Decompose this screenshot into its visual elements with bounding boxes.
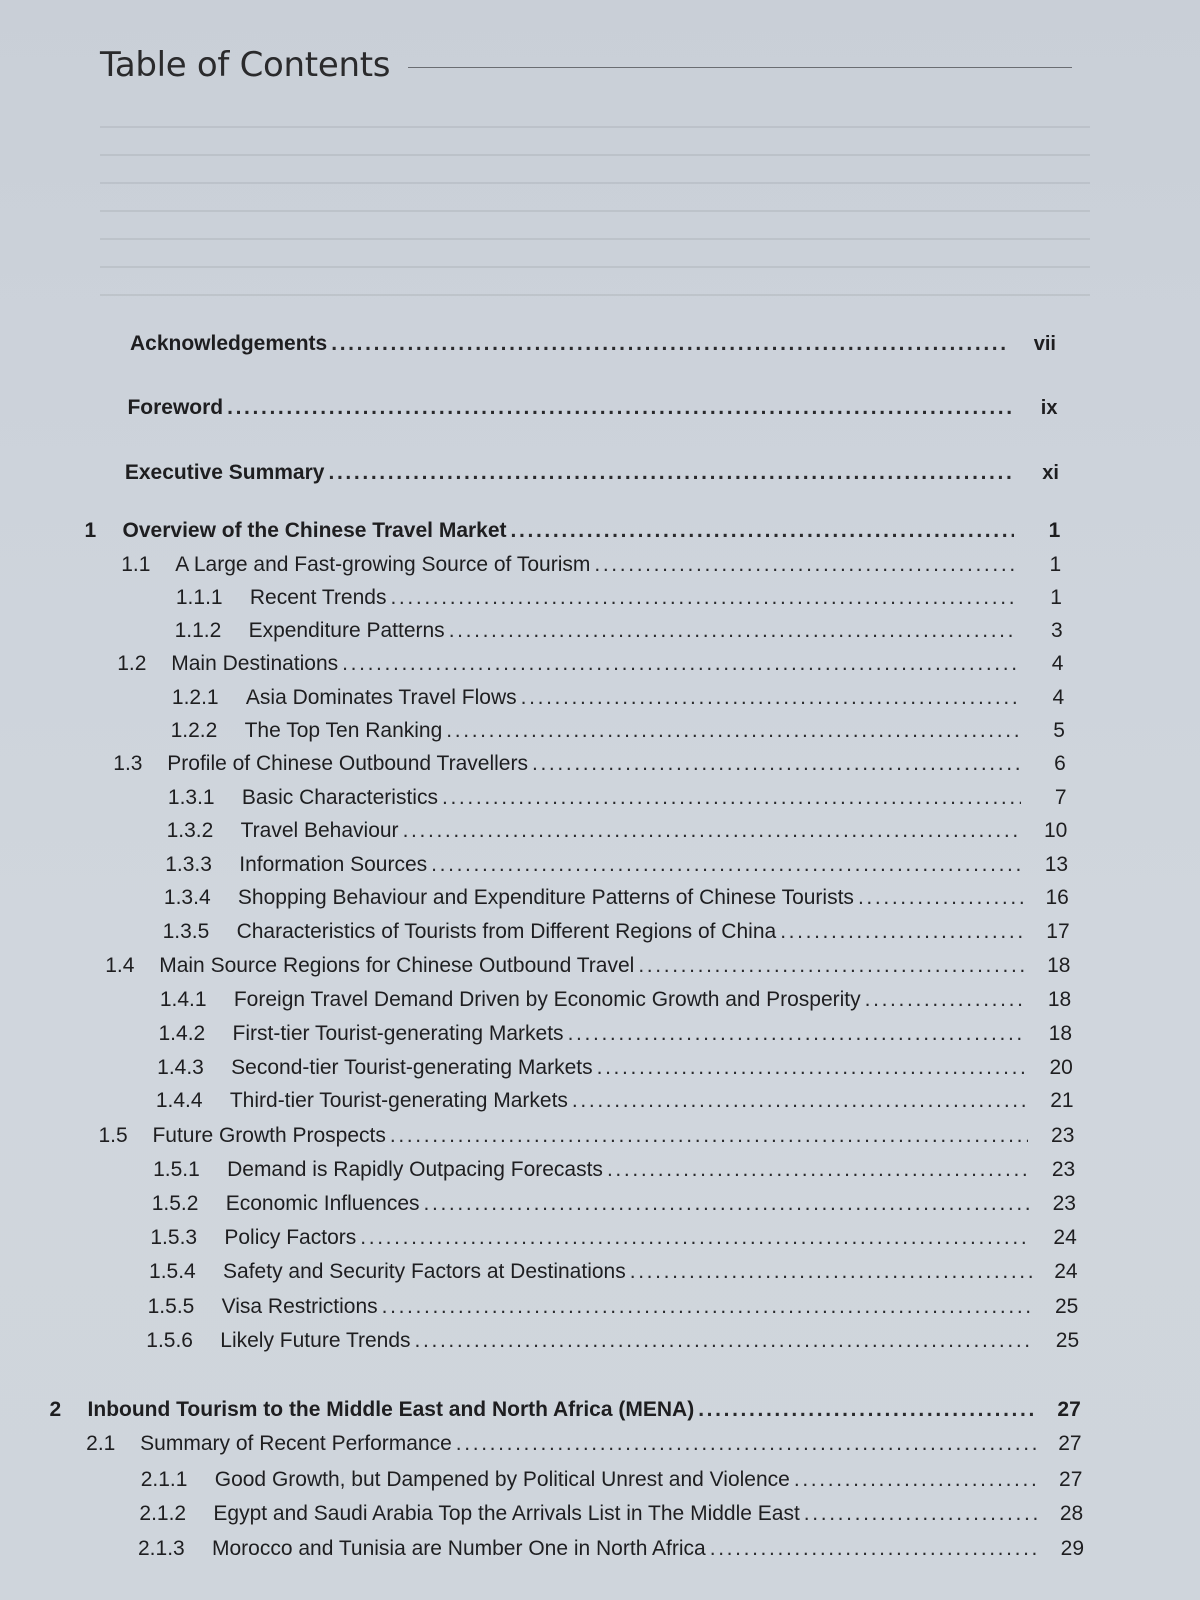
dot-leader [424,1190,1030,1218]
toc-entry[interactable] [153,1156,1075,1184]
toc-entry-label: Main Destinations [171,652,339,675]
toc-entry-number: 1.5.6 [146,1329,193,1352]
toc-entry[interactable] [156,1087,1074,1115]
toc-entry-number: 1.5.1 [153,1158,200,1181]
toc-entry-page: 4 [1052,686,1065,709]
toc-entry-number: 1 [84,519,97,542]
toc-entry[interactable] [148,1293,1079,1321]
toc-entry-label: Basic Characteristics [241,786,438,809]
toc-entry-number: 1.3.3 [165,853,212,876]
toc-entry-page: 1 [1049,553,1062,576]
toc-entry-label: Future Growth Prospects [152,1124,386,1147]
toc-entry-label: Travel Behaviour [240,819,399,842]
toc-entry-page: 17 [1046,920,1070,943]
toc-entry[interactable] [150,1224,1076,1252]
toc-entry-page: 18 [1047,988,1072,1011]
dot-leader [698,1396,1035,1424]
toc-entry-number: 2 [49,1398,62,1421]
toc-entry-label: Main Source Regions for Chinese Outbound Travel [159,954,635,977]
dot-leader [638,952,1024,980]
dot-leader [780,918,1023,946]
toc-entry-page: 1 [1048,519,1061,542]
dot-leader [858,884,1023,912]
toc-entry-label: Shopping Behaviour and Expenditure Patterns of Chinese Tourists [237,886,854,909]
toc-entry-label: Inbound Tourism to the Middle East and North Africa (MENA) [87,1398,695,1421]
dot-leader [710,1535,1038,1563]
toc-entry-label: Second-tier Tourist-generating Markets [231,1056,593,1079]
dot-leader [804,1500,1037,1528]
dot-leader [456,1430,1036,1458]
toc-entry-label: Expenditure Patterns [248,619,445,642]
dot-leader [342,650,1017,678]
dot-leader [449,617,1017,645]
toc-entry-page: 23 [1051,1158,1076,1181]
toc-entry-page: 5 [1053,719,1065,742]
toc-entry-label: First-tier Tourist-generating Markets [232,1022,564,1045]
toc-entry[interactable] [86,1430,1081,1458]
dot-leader [328,459,1013,487]
dot-leader [360,1224,1031,1252]
toc-entry[interactable] [146,1327,1079,1355]
toc-entry[interactable] [159,1020,1073,1048]
toc-entry-page: 23 [1052,1192,1076,1215]
toc-entry[interactable] [50,1396,1081,1424]
toc-entry-label: Economic Influences [225,1192,420,1215]
dot-leader [630,1258,1032,1286]
toc-entry-label: Demand is Rapidly Outpacing Forecasts [227,1158,603,1181]
toc-entry-label: Morocco and Tunisia are Number One in North Africa [212,1537,706,1560]
toc-entry-page: 18 [1047,954,1071,977]
dot-leader [511,517,1015,545]
toc-entry-number: 1.4.2 [158,1022,206,1045]
toc-entry-number: 1.4.3 [157,1056,204,1079]
toc-entry-page: 29 [1060,1537,1084,1560]
toc-entry-label: Visa Restrictions [221,1295,378,1318]
toc-entry-label: Asia Dominates Travel Flows [245,686,517,709]
dot-leader [865,986,1026,1014]
toc-entry[interactable] [113,750,1065,778]
toc-entry-page: ix [1040,397,1058,419]
toc-entry-page: 24 [1053,1226,1077,1249]
toc-entry[interactable] [168,784,1067,812]
toc-entry-number: 1.3.4 [163,886,211,909]
toc-entry-label: Likely Future Trends [220,1329,411,1352]
toc-entry-number: 1.5.5 [147,1295,195,1318]
toc-entry-page: 3 [1050,619,1063,642]
toc-entry-page: 25 [1055,1295,1079,1318]
toc-entry-label: Executive Summary [124,461,325,484]
toc-entry-page: 27 [1059,1468,1083,1491]
toc-entry-number: 2.1.2 [139,1502,187,1525]
toc-entry-label: Recent Trends [249,586,387,609]
dot-leader [532,750,1020,778]
toc-entry[interactable] [157,1054,1073,1082]
toc-entry[interactable] [171,717,1065,745]
toc-entry-page: 27 [1058,1432,1082,1455]
toc-entry-label: A Large and Fast-growing Source of Tourism [175,553,591,576]
toc-entry-label: Profile of Chinese Outbound Travellers [167,752,528,775]
toc-entry[interactable] [98,1122,1074,1150]
dot-leader [794,1466,1037,1494]
toc-entry[interactable] [149,1258,1078,1286]
toc-entry-page: 24 [1054,1260,1078,1283]
toc-entry[interactable] [160,986,1071,1014]
toc-entry-number: 1.2.2 [170,719,218,742]
toc-entry-page: xi [1042,462,1059,484]
toc-entry[interactable] [172,684,1064,712]
dot-leader [382,1293,1033,1321]
dot-leader [521,684,1019,712]
toc-entry-label: Foreign Travel Demand Driven by Economic Growth and Prosperity [233,988,861,1011]
toc-entry[interactable] [125,459,1059,487]
toc-entry-page: 27 [1057,1398,1081,1421]
toc-entry-number: 1.4.4 [155,1089,203,1112]
toc-entry-number: 2.1.3 [138,1537,185,1560]
toc-entry-label: Safety and Security Factors at Destinations [223,1260,626,1283]
toc-entry-number: 1.3.5 [162,920,210,943]
toc-entry-page: 6 [1054,752,1066,775]
toc-entry[interactable] [163,918,1070,946]
toc-entry-label: Foreword [127,396,224,419]
toc-entry-page: 13 [1044,853,1069,876]
toc-entry[interactable] [138,1535,1084,1563]
toc-entry[interactable] [121,551,1061,579]
dot-leader [607,1156,1029,1184]
toc-entry-page: vii [1033,333,1056,355]
toc-entry[interactable] [117,650,1063,678]
toc-entry-number: 1.5.2 [151,1192,199,1215]
toc-entry-number: 1.1 [121,553,151,576]
toc-entry[interactable] [152,1190,1076,1218]
toc-entry[interactable] [176,584,1062,612]
toc-entry-number: 1.4 [105,954,135,977]
toc-entry-number: 1.1.1 [175,586,223,609]
toc-entry-page: 10 [1043,819,1068,842]
dot-leader [415,1327,1034,1355]
dot-leader [390,584,1015,612]
toc-entry-number: 1.2 [117,652,147,675]
toc-entry-page: 25 [1055,1329,1080,1352]
toc-entry-page: 20 [1049,1056,1073,1079]
toc-entry[interactable] [175,617,1063,645]
toc-entry[interactable] [139,1500,1083,1528]
toc-entry-page: 21 [1050,1089,1074,1112]
dot-leader [442,784,1021,812]
dot-leader [403,817,1022,845]
toc-entry-page: 23 [1051,1124,1075,1147]
toc-entry-number: 1.5.4 [149,1260,196,1283]
toc-entry-label: Third-tier Tourist-generating Markets [229,1089,568,1112]
toc-entry[interactable] [165,851,1068,879]
toc-entry-page: 18 [1048,1022,1073,1045]
dot-leader [572,1087,1028,1115]
toc-entry[interactable] [130,330,1056,358]
toc-entry-number: 1.3.1 [167,786,215,809]
dot-leader [390,1122,1029,1150]
dot-leader [331,330,1010,358]
toc-entry-number: 1.3 [113,752,143,775]
toc-entry-page: 28 [1059,1502,1084,1525]
toc-entry-label: Overview of the Chinese Travel Market [122,519,507,542]
toc-entry-number: 1.4.1 [159,988,207,1011]
toc-entry-number: 1.5 [98,1124,128,1147]
toc-entry-label: Good Growth, but Dampened by Political Unrest and Violence [214,1468,790,1491]
dot-leader [597,1054,1027,1082]
page-title: Table of Contents [100,45,391,85]
toc-entry[interactable] [164,884,1069,912]
toc-entry-number: 1.1.2 [174,619,222,642]
toc-entry-page: 7 [1054,786,1067,809]
dot-leader [227,394,1011,422]
toc-entry-number: 2.1 [86,1432,116,1455]
toc-entry-label: Policy Factors [224,1226,357,1249]
toc-entry-label: Acknowledgements [130,332,328,355]
toc-entry-number: 1.3.2 [166,819,214,842]
toc-entry[interactable] [167,817,1068,845]
toc-entry-number: 1.2.1 [171,686,219,709]
toc-entry-label: The Top Ten Ranking [244,719,443,742]
toc-entry[interactable] [85,517,1061,545]
toc-entry-page: 4 [1051,652,1064,675]
dot-leader [446,717,1019,745]
toc-entry[interactable] [141,1466,1083,1494]
toc-entry[interactable] [127,394,1057,422]
toc-entry-label: Egypt and Saudi Arabia Top the Arrivals List in The Middle East [213,1502,800,1525]
toc-entry-number: 1.5.3 [150,1226,198,1249]
dot-leader [568,1020,1026,1048]
toc-entry-label: Summary of Recent Performance [140,1432,452,1455]
dot-leader [594,551,1015,579]
toc-entry-label: Characteristics of Tourists from Different Regions of China [236,920,777,943]
toc-entry-page: 1 [1050,586,1062,609]
toc-entry-number: 2.1.1 [140,1468,188,1491]
dot-leader [431,851,1022,879]
toc-entry[interactable] [105,952,1070,980]
toc-entry-label: Information Sources [239,853,428,876]
toc-entry-page: 16 [1045,886,1069,909]
